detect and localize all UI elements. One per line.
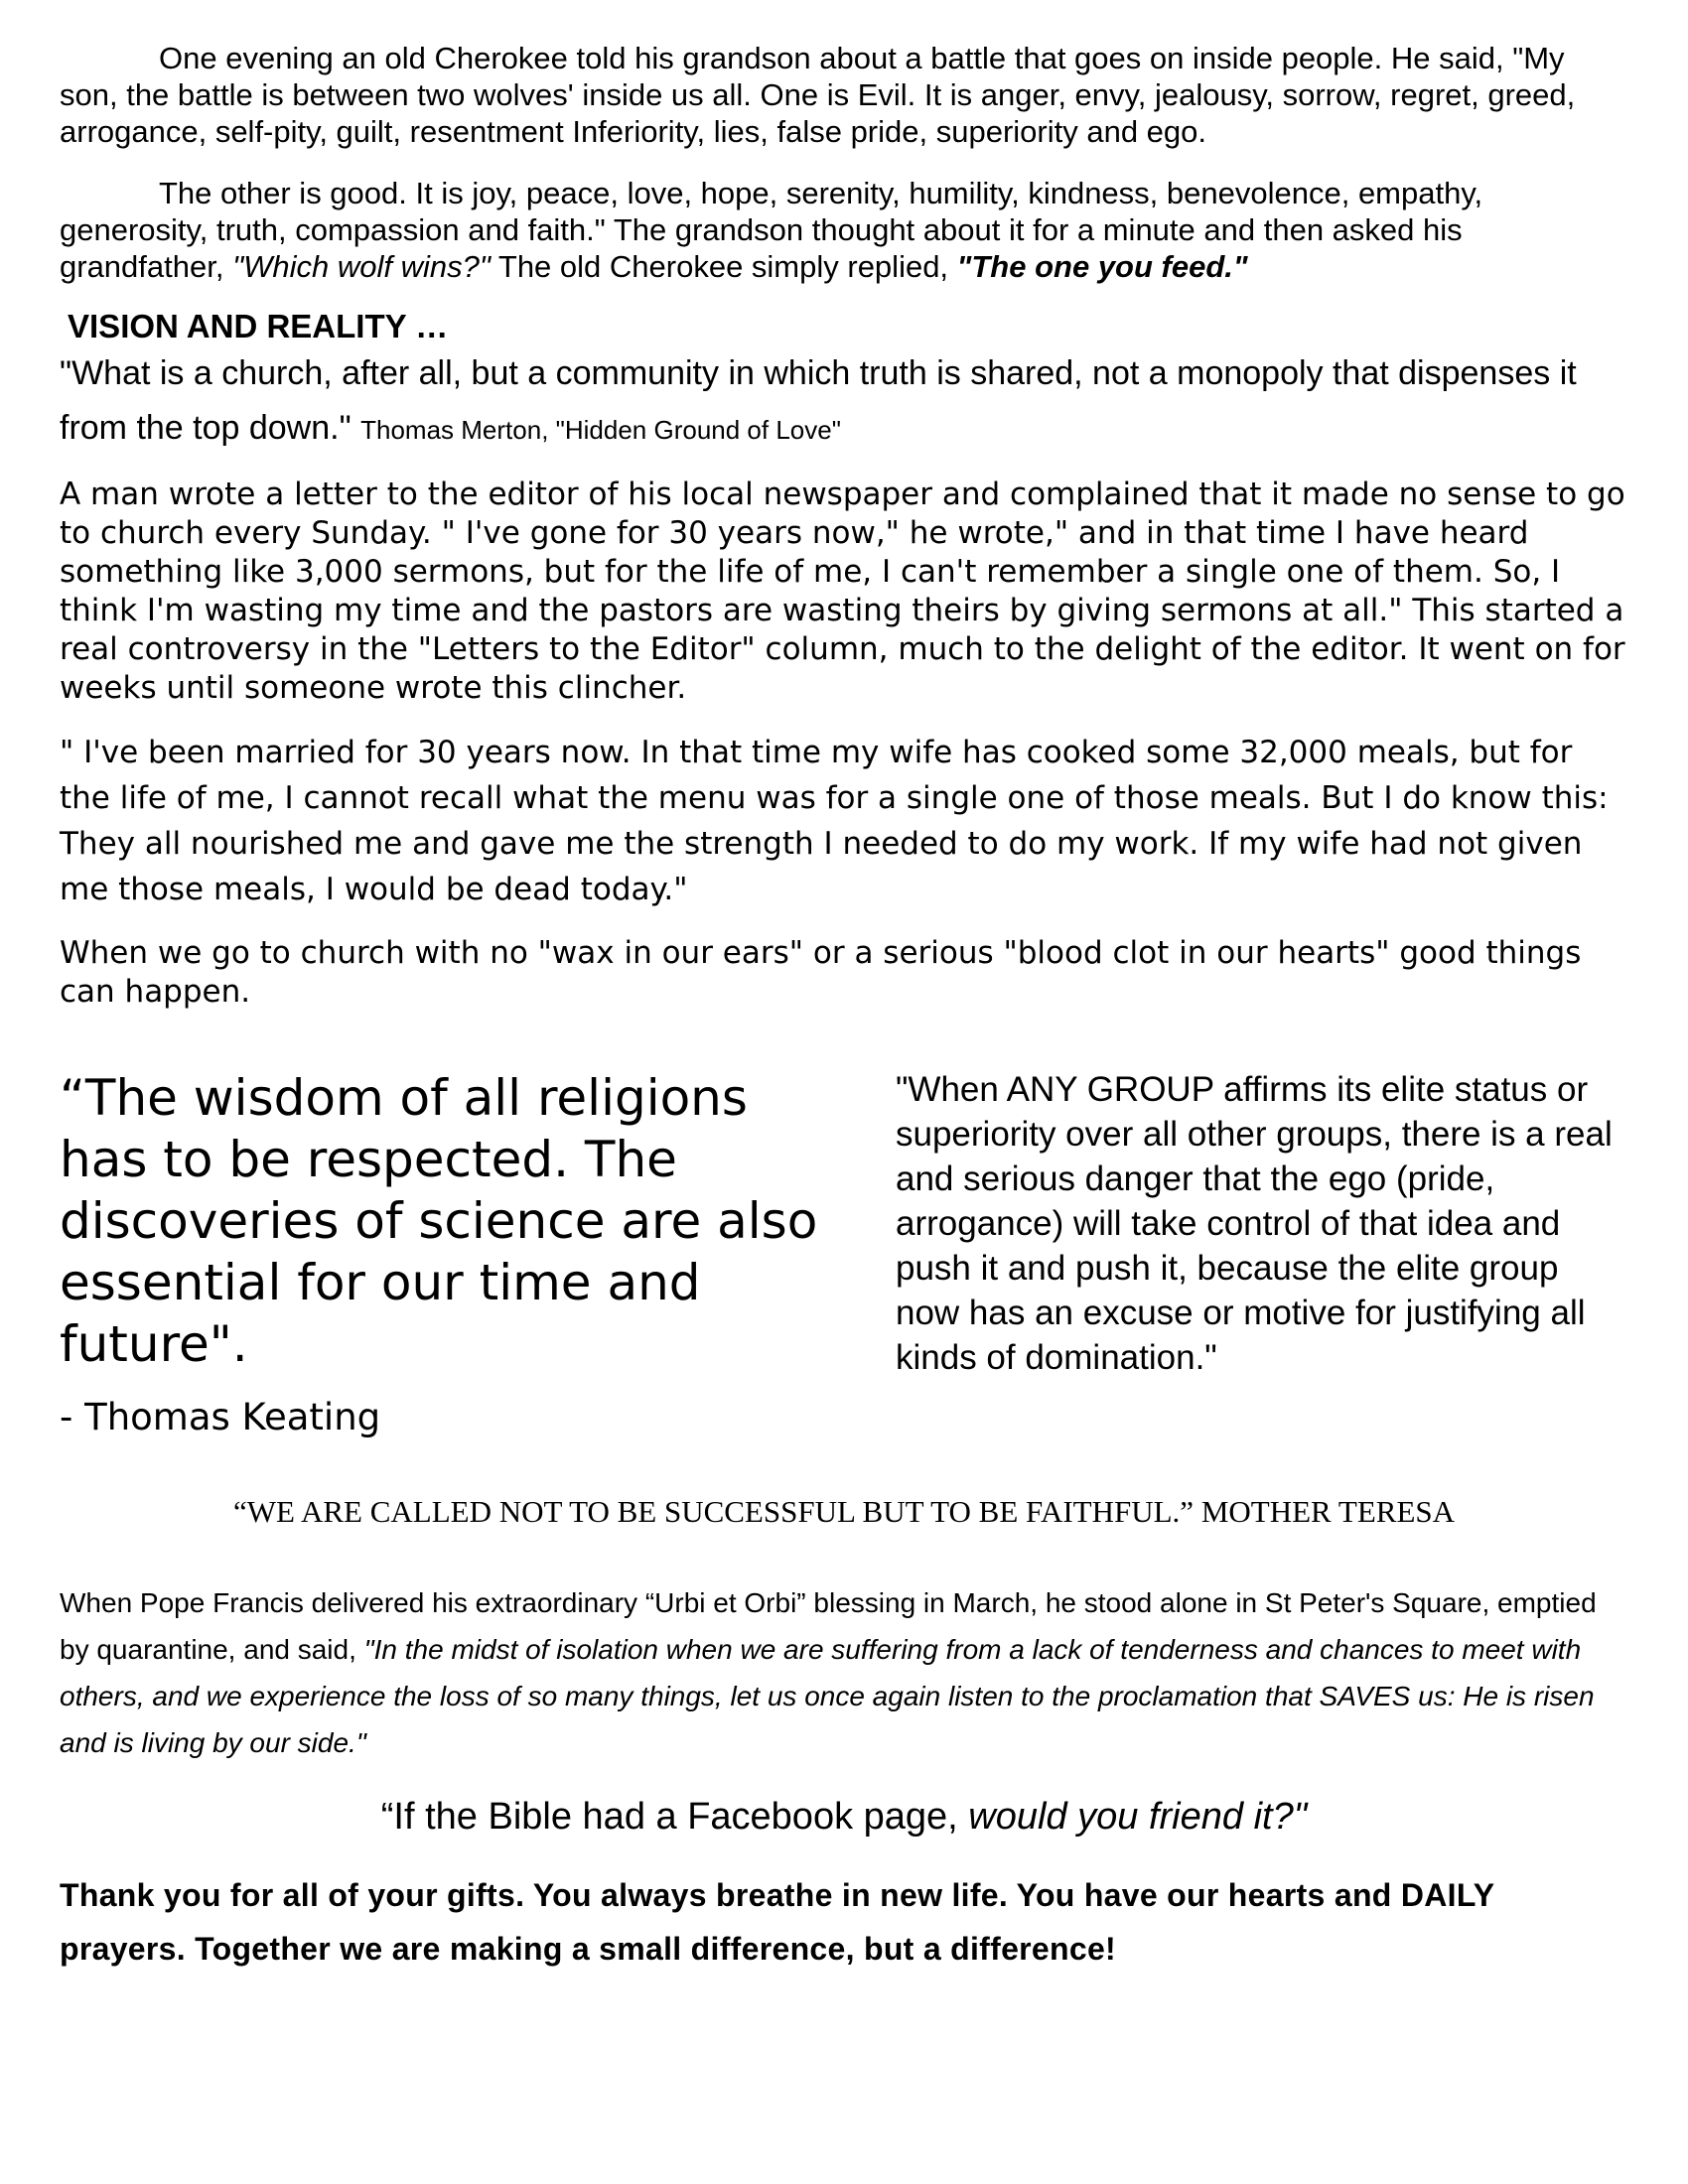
merton-quote-block <box>60 346 1628 458</box>
facebook-start: “If the Bible had a Facebook page, <box>380 1796 969 1838</box>
elite-quote: "When ANY GROUP affirms its elite status or superiority over all other groups, there is a real and serious danger that the ego (pride, arrogance) will take control of that idea and push it and push it, because the elite group now has an excuse or motive for justifying all kinds of domination." <box>896 1070 1613 1377</box>
pope-quote: "In the midst of isolation when we are suffering from a lack of tenderness and chances to meet with others, and we experience the loss of so many things, let us once again listen to the proclamation that SAVES us: He is risen and is living by our side." <box>60 1634 1595 1758</box>
wolves-paragraph-2 <box>60 175 1628 285</box>
keating-quote: “The wisdom of all religions has to be respected. The discoveries of science are also essential for our time and future". <box>60 1069 818 1373</box>
merton-quote: "What is a church, after all, but a community in which truth is shared, not a monopoly that dispenses it from the top down." <box>60 354 1577 447</box>
keating-column <box>60 1067 834 1440</box>
wolves-answer: "The one you feed." <box>956 249 1248 284</box>
wax-paragraph: When we go to church with no "wax in our ears" or a serious "blood clot in our hearts" good things can happen. <box>60 935 1582 1010</box>
letter-story: A man wrote a letter to the editor of his local newspaper and complained that it made no sense to go to church every Sunday. " I've gone for 30 years now," he wrote," and in that time I have heard something like 3,000 sermons, but for the life of me, I can't remember a single one of them. So, I think I'm wasting my time and the pastors are wasting theirs by giving sermons at all." This started a real controversy in the "Letters to the Editor" column, much to the delight of the editor. It went on for weeks until someone wrote this clincher. <box>60 477 1625 706</box>
pope-intro: When Pope Francis delivered his extraordinary “Urbi et Orbi” blessing in March, he stood alone in St Peter's Square, emptied by quarantine, and said, <box>60 1587 1597 1665</box>
two-column-quotes <box>60 1067 1628 1444</box>
facebook-question <box>60 1796 1628 1839</box>
keating-attribution: - Thomas Keating <box>60 1396 381 1438</box>
pope-paragraph <box>60 1579 1628 1766</box>
section-heading: VISION AND REALITY … <box>68 308 449 344</box>
teresa-quote: “WE ARE CALLED NOT TO BE SUCCESSFUL BUT TO BE FAITHFUL.” MOTHER TERESA <box>232 1494 1456 1529</box>
wolves-question: "Which wolf wins?" <box>232 249 491 284</box>
clincher-reply: " I've been married for 30 years now. In that time my wife has cooked some 32,000 meals, but for the life of me, I cannot recall what the menu was for a single one of those meals. But I do know this: They all nourished me and gave me the strength I needed to do my work. If my wife had not given me those meals, I would be dead today." <box>60 735 1609 907</box>
wolves-text-3: The old Cherokee simply replied, <box>490 249 957 284</box>
bulletin-page <box>60 40 1628 1976</box>
elite-column <box>896 1067 1628 1380</box>
facebook-italic: would you friend it?" <box>968 1796 1308 1838</box>
merton-source: Thomas Merton, "Hidden Ground of Love" <box>360 415 841 445</box>
thank-you-message: Thank you for all of your gifts. You always breathe in new life. You have our hearts and DAILY prayers. Together we are making a small difference, but a difference! <box>60 1877 1494 1967</box>
wolves-paragraph-1 <box>60 40 1628 150</box>
wolves-text-2: The other is good. It is joy, peace, love, hope, serenity, humility, kindness, benevolence, empathy, generosity, truth, compassion and faith." The grandson thought about it for a minute and then asked his grandfather, <box>60 176 1483 284</box>
wolves-text-1: One evening an old Cherokee told his grandson about a battle that goes on inside people. He said, "My son, the battle is between two wolves' inside us all. One is Evil. It is anger, envy, jealousy, sorrow, regret, greed, arrogance, self-pity, guilt, resentment Inferiority, lies, false pride, superiority and ego. <box>60 41 1576 149</box>
